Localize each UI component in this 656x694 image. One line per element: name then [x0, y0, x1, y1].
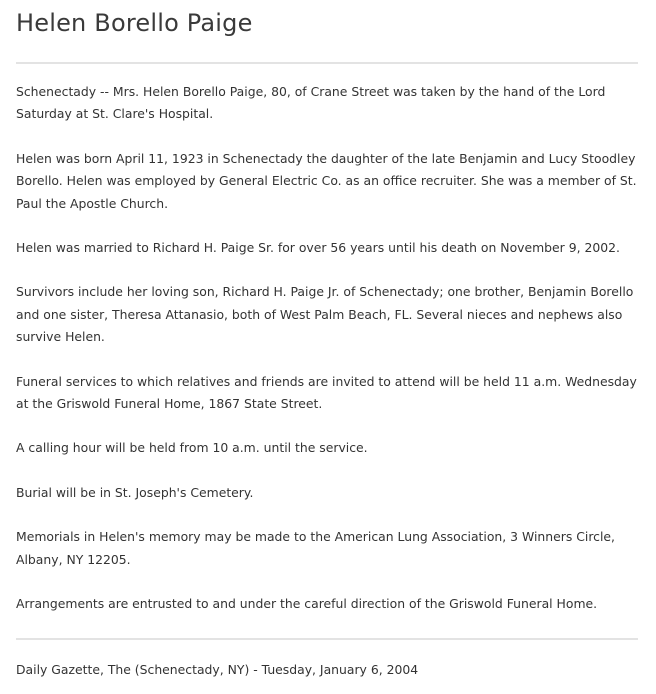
- obituary-paragraph: Burial will be in St. Joseph's Cemetery.: [16, 484, 254, 500]
- obituary-page: [16, 0, 638, 681]
- publication-source: Daily Gazette, The (Schenectady, NY) - Tuesday, January 6, 2004: [16, 661, 419, 677]
- page-title: Helen Borello Paige: [16, 9, 253, 37]
- obituary-paragraph: Memorials in Helen's memory may be made to the American Lung Association, 3 Winners Circle, Albany, NY 12205.: [16, 529, 615, 567]
- obituary-paragraph: Helen was born April 11, 1923 in Schenectady the daughter of the late Benjamin and Lucy Stoodley Borello. Helen was employed by General Electric Co. as an office recruiter. She was a member of St. Paul the Apostle Church.: [16, 150, 637, 211]
- obituary-paragraph: Helen was married to Richard H. Paige Sr. for over 56 years until his death on November 9, 2002.: [16, 240, 620, 256]
- obituary-body: [16, 64, 638, 616]
- obituary-paragraph: A calling hour will be held from 10 a.m. until the service.: [16, 440, 368, 456]
- obituary-paragraph: Survivors include her loving son, Richard H. Paige Jr. of Schenectady; one brother, Benjamin Borello and one sister, Theresa Attanasio, both of West Palm Beach, FL. Several nieces and nephews also survive Helen.: [16, 284, 634, 345]
- obituary-paragraph: Arrangements are entrusted to and under the careful direction of the Griswold Funeral Home.: [16, 596, 598, 612]
- obituary-paragraph: Funeral services to which relatives and friends are invited to attend will be held 11 a.m. Wednesday at the Griswold Funeral Home, 1867 State Street.: [16, 373, 637, 412]
- obituary-paragraph: Schenectady -- Mrs. Helen Borello Paige, 80, of Crane Street was taken by the hand of the Lord Saturday at St. Clare's Hospital.: [16, 84, 606, 122]
